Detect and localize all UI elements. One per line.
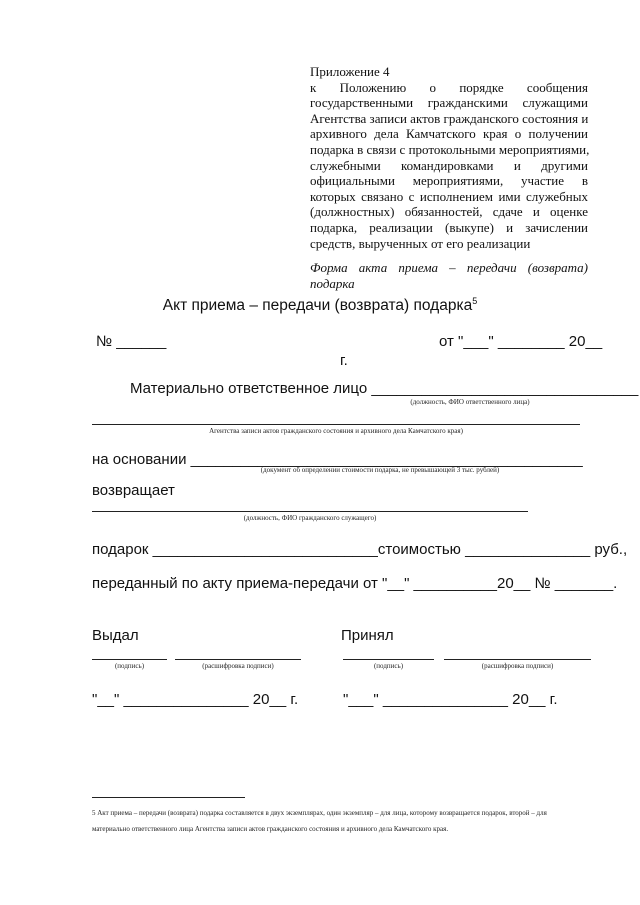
- footnote: [92, 805, 572, 837]
- footnote-rule: [92, 797, 245, 798]
- appendix-block: [310, 64, 588, 291]
- appendix-line: государственными гражданскими служащими: [310, 95, 588, 111]
- document-title: [0, 296, 640, 315]
- issued-decryption-caption: (расшифровка подписи): [202, 662, 274, 670]
- received-label: Принял: [341, 627, 394, 644]
- issued-date: "__" _______________ 20__ г.: [92, 691, 299, 708]
- transferred-line: переданный по акту приема-передачи от "__" __________20__ № _______.: [92, 575, 618, 592]
- gift-line: подарок ___________________________стоимостью _______________ руб.,: [92, 541, 628, 558]
- appendix-line: Приложение 4: [310, 64, 390, 79]
- appendix-line: которых связано с исполнением ими служебных: [310, 188, 588, 204]
- act-date: от "___" ________ 20__: [439, 333, 603, 350]
- received-signature-caption: (подпись): [373, 662, 404, 670]
- issued-label: Выдал: [92, 627, 139, 644]
- returns-underline: [92, 511, 528, 512]
- received-decryption-caption: (расшифровка подписи): [481, 662, 554, 670]
- title-text: Акт приема – передачи (возврата) подарка: [162, 297, 473, 315]
- form-name-cont: подарка: [310, 275, 355, 291]
- returns-label: возвращает: [92, 482, 175, 499]
- responsible-label: Материально ответственное лицо ________________________________: [130, 380, 639, 397]
- appendix-line: официальными мероприятиями, участие в: [310, 173, 588, 189]
- received-decryption-line: [444, 659, 591, 660]
- appendix-line: подарка, реализации (выкупе) и зачислении: [310, 219, 588, 235]
- footnote-line: материально ответственного лица Агентства записи актов гражданского состояния и архивного дела Камчатского края.: [92, 825, 449, 833]
- title-footnote-mark: 5: [472, 296, 478, 306]
- appendix-line: архивного дела Камчатского края о получении: [310, 126, 588, 142]
- appendix-line: подарка в связи с протокольными мероприятиями,: [310, 141, 590, 157]
- issued-signature-line: [92, 659, 167, 660]
- appendix-line: служебными командировками и другими: [310, 157, 588, 173]
- form-name: Форма акта приема – передачи (возврата): [310, 260, 588, 276]
- basis-caption: (документ об определении стоимости подарка, не превышающей 3 тыс. рублей): [260, 466, 500, 474]
- agency-underline: [92, 424, 580, 425]
- act-number: № ______: [96, 333, 167, 350]
- appendix-line: средств, вырученных от его реализации: [310, 235, 531, 251]
- issued-decryption-line: [175, 659, 301, 660]
- appendix-line: к Положению о порядке сообщения: [310, 79, 588, 95]
- basis-label: на основании _______________________________________________: [92, 451, 583, 468]
- responsible-caption: (должность, ФИО ответственного лица): [410, 398, 530, 406]
- footnote-line: 5 Акт приема – передачи (возврата) подарка составляется в двух экземплярах, один экземпляр – для лица, которому возвращается подарок, второй – для: [92, 809, 547, 817]
- issued-signature-caption: (подпись): [114, 662, 145, 670]
- act-date-year-suffix: г.: [340, 352, 348, 369]
- appendix-line: (должностных) обязанностей, сдаче и оценке: [310, 204, 588, 220]
- appendix-line: Агентства записи актов гражданского состояния и: [310, 110, 589, 126]
- returns-caption: (должность, ФИО гражданского служащего): [243, 514, 377, 522]
- received-date: "___" _______________ 20__ г.: [343, 691, 558, 708]
- received-signature-line: [343, 659, 434, 660]
- agency-caption: Агентства записи актов гражданского состояния и архивного дела Камчатского края): [209, 427, 463, 435]
